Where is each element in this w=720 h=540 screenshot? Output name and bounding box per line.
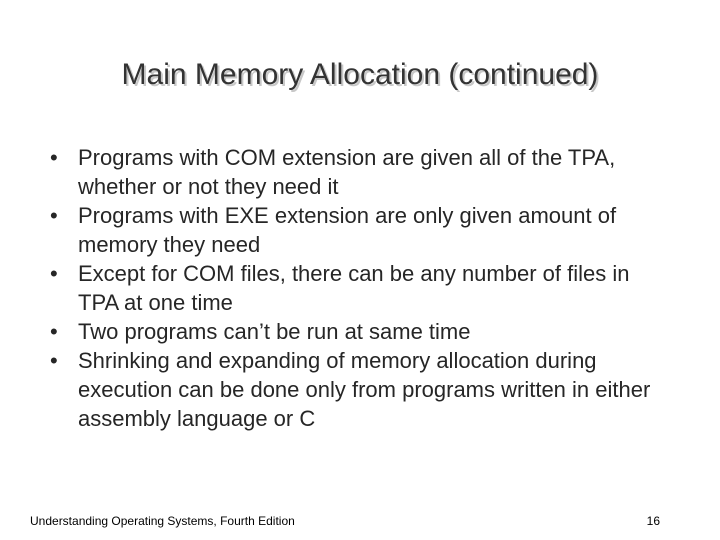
bullet-point-icon: •: [50, 319, 58, 344]
bullet-text: Shrinking and expanding of memory allocation during execution can be done only from programs written in either assembly language or C: [78, 348, 651, 431]
bullet-text: Except for COM files, there can be any number of files in TPA at one time: [78, 261, 630, 315]
bullet-item: [50, 201, 670, 259]
bullet-item: [50, 346, 670, 433]
bullet-point-icon: •: [50, 261, 58, 286]
bullet-text: Two programs can’t be run at same time: [78, 319, 471, 344]
bullet-item: [50, 317, 670, 346]
slide-title: Main Memory Allocation (continued): [121, 58, 599, 91]
bullet-item: [50, 143, 670, 201]
bullet-point-icon: •: [50, 348, 58, 373]
bullet-list: [50, 143, 670, 433]
bullet-point-icon: •: [50, 145, 58, 170]
bullet-point-icon: •: [50, 203, 58, 228]
page-number: 16: [646, 514, 660, 528]
bullet-item: [50, 259, 670, 317]
footer-text: Understanding Operating Systems, Fourth Edition: [30, 514, 295, 528]
bullet-text: Programs with EXE extension are only given amount of memory they need: [78, 203, 617, 257]
bullet-text: Programs with COM extension are given all of the TPA, whether or not they need it: [78, 145, 616, 199]
